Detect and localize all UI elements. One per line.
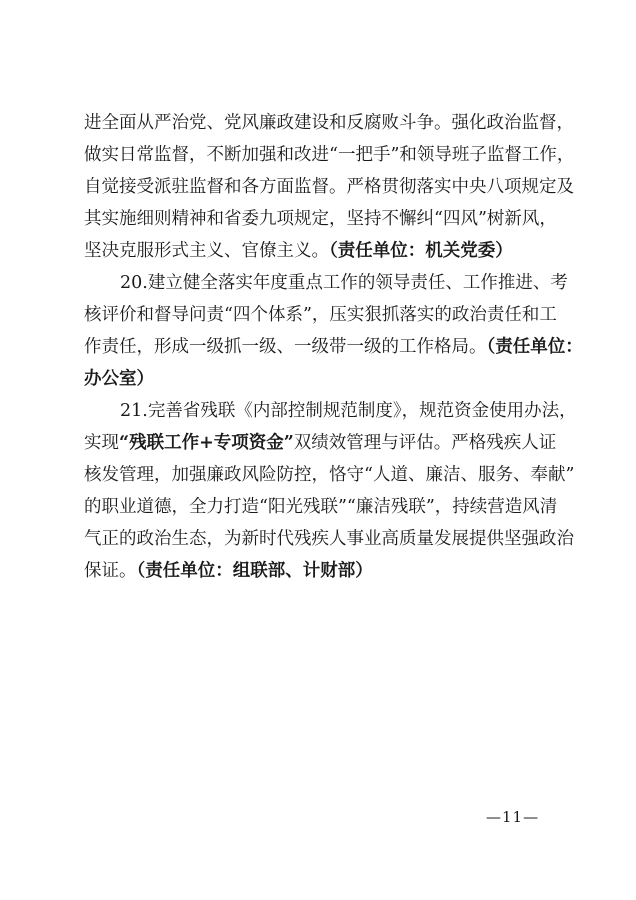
- responsible-unit-note: （责任单位：机关党委）: [329, 241, 513, 261]
- body-text: [84, 107, 583, 587]
- text-line: [84, 555, 556, 587]
- text-run: 核发管理，加强廉政风险防控，恪守“人道、廉洁、服务、奉献”: [84, 465, 575, 485]
- text-run: 气正的政治生态，为新时代残疾人事业高质量发展提供坚强政治: [84, 529, 574, 549]
- text-run: 20.建立健全落实年度重点工作的领导责任、工作推进、考: [120, 273, 568, 293]
- text-line: [84, 203, 556, 235]
- text-run: 实现: [84, 433, 119, 453]
- text-run: 核评价和督导问责“四个体系”，压实狠抓落实的政治责任和工: [84, 305, 557, 325]
- text-run: 21.完善省残联《内部控制规范制度》，规范资金使用办法，: [120, 401, 577, 421]
- text-line: [84, 235, 556, 267]
- text-line: [84, 171, 574, 203]
- responsible-unit-note: 办公室）: [84, 369, 154, 389]
- text-line: [84, 107, 574, 139]
- text-line: [84, 395, 577, 427]
- text-line: [84, 363, 556, 395]
- text-line: [84, 139, 575, 171]
- text-run: 做实日常监督，不断加强和改进“一把手”和领导班子监督工作，: [84, 145, 575, 165]
- text-line: [84, 299, 556, 331]
- text-run: 坚决克服形式主义、官僚主义。: [84, 241, 329, 261]
- text-run: 的职业道德，全力打造“阳光残联”“廉洁残联”，持续营造风清: [84, 497, 558, 517]
- paragraph-item-20: [84, 267, 583, 395]
- responsible-unit-note: （责任单位：: [486, 337, 583, 357]
- text-line: [84, 459, 575, 491]
- text-line: [84, 267, 568, 299]
- paragraph-continued: [84, 107, 575, 267]
- text-line: [84, 491, 556, 523]
- text-line: [84, 523, 574, 555]
- bold-phrase: “残联工作+专项资金”: [119, 433, 294, 453]
- paragraph-item-21: [84, 395, 577, 587]
- text-run: 双绩效管理与评估。严格残疾人证: [293, 433, 557, 453]
- text-run: 其实施细则精神和省委九项规定，坚持不懈纠“四风”树新风，: [84, 209, 557, 229]
- page-number: —11—: [486, 808, 540, 826]
- text-line: [84, 427, 556, 459]
- responsible-unit-note: （责任单位：组联部、计财部）: [136, 561, 373, 581]
- text-run: 进全面从严治党、党风廉政建设和反腐败斗争。强化政治监督，: [84, 113, 574, 133]
- text-line: [84, 331, 583, 363]
- text-run: 保证。: [84, 561, 137, 581]
- text-run: 自觉接受派驻监督和各方面监督。严格贯彻落实中央八项规定及: [84, 177, 574, 197]
- text-run: 作责任，形成一级抓一级、一级带一级的工作格局。: [84, 337, 487, 357]
